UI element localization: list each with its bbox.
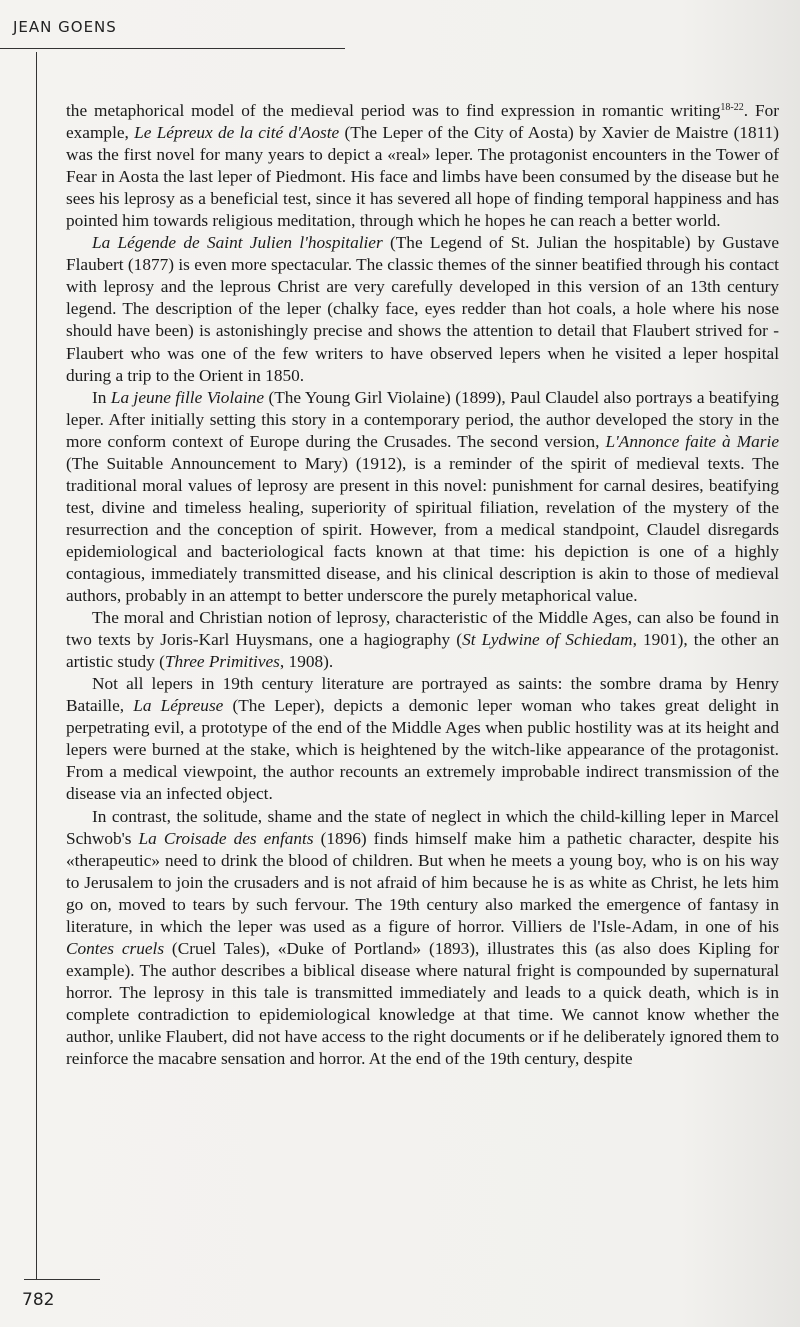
text-run: (1896) finds himself make him a pathetic character, despite his «therapeutic» need to drink the blood of children. But when he meets a young boy, who is on his way to Jerusalem to join the crusaders and is not afraid of him because he is as white as Christ, he lets him go on, moved to tears by such fervour. The 19th century also marked the emergence of fantasy in literature, in which the leper was used as a figure of horror. Villiers de l'Isle-Adam, in one of his <box>66 828 779 936</box>
italic-title: L'Annonce faite à Marie <box>605 431 779 451</box>
text-run: . For example, <box>66 101 780 143</box>
text-run: Not all lepers in 19th century literature are portrayed as saints: the sombre drama by Henry Bataille, <box>66 674 779 716</box>
citation-superscript: 18-22 <box>720 102 744 113</box>
text-run: (The Legend of St. Julian the hospitable) by Gustave Flaubert (1877) is even more spectacular. The classic themes of the sinner beatified through his contact with leprosy and the leprous Christ are very carefully developed in this version of an 13th century legend. The description of the leper (chalky face, eyes redder than hot coals, a hole where his nose should have been) is astonishingly precise and shows the attention to detail that Flaubert strived for - Flaubert who was one of the few writers to have observed lepers when he visited a leper hospital during a trip to the Orient in 1850. <box>66 233 779 385</box>
text-run: In contrast, the solitude, shame and the state of neglect in which the child-killing leper in Marcel Schwob's <box>66 806 779 848</box>
text-run: In <box>92 387 111 407</box>
paragraph <box>66 673 779 805</box>
paragraph <box>66 100 779 232</box>
header-rule <box>0 48 345 49</box>
text-run: The moral and Christian notion of leprosy, characteristic of the Middle Ages, can also be found in two texts by Joris-Karl Huysmans, one a hagiography ( <box>66 608 779 650</box>
text-run: (The Leper), depicts a demonic leper woman who takes great delight in perpetrating evil, a prototype of the end of the Middle Ages when public hostility was at its height and lepers were burned at the stake, which is heightened by the witch-like appearance of the protagonist. From a medical viewpoint, the author recounts an extremely improbable indirect transmission of the disease via an infected object. <box>66 696 779 804</box>
paragraph <box>66 806 779 1071</box>
text-run: (The Young Girl Violaine) (1899), Paul Claudel also portrays a beatifying leper. After initially setting this story in a contemporary period, the author developed the story in the more conform context of Europe during the Crusades. The second version, <box>66 387 779 451</box>
italic-title: Three Primitives <box>164 652 280 672</box>
text-run: (The Leper of the City of Aosta) by Xavier de Maistre (1811) was the first novel for many years to depict a «real» leper. The protagonist encounters in the Tower of Fear in Aosta the last leper of Piedmont. His face and limbs have been consumed by the disease but he sees his leprosy as a beneficial test, since it has severed all hope of finding temporal happiness and has pointed him towards religious meditation, through which he hopes he can reach a better world. <box>66 123 779 231</box>
page-number: 782 <box>22 1290 55 1310</box>
body-text <box>66 100 779 1070</box>
running-head: JEAN GOENS <box>13 18 117 36</box>
text-run: (Cruel Tales), «Duke of Portland» (1893), illustrates this (as also does Kipling for example). The author describes a biblical disease where natural fright is compounded by supernatural horror. The leprosy in this tale is transmitted immediately and leads to a quick death, which is in complete contradiction to epidemiological knowledge at that time. We cannot know whether the author, unlike Flaubert, did not have access to the right documents or if he deliberately ignored them to reinforce the macabre sensation and horror. At the end of the 19th century, despite <box>66 938 780 1069</box>
italic-title: St Lydwine of Schiedam <box>462 630 633 650</box>
text-run: , 1901), the other an artistic study ( <box>66 630 779 672</box>
paragraph <box>66 232 779 386</box>
text-run: the metaphorical model of the medieval period was to find expression in romantic writing <box>66 101 721 120</box>
text-run: (The Suitable Announcement to Mary) (1912), is a reminder of the spirit of medieval texts. The traditional moral values of leprosy are present in this novel: punishment for carnal desires, beatifying test, divine and timeless healing, superiority of spiritual filiation, revelation of the mystery of the resurrection and the conception of spirit. However, from a medical standpoint, Claudel disregards epidemiological and bacteriological facts known at that time: his depiction is one of a highly contagious, immediately transmitted disease, and his clinical description is akin to those of medieval authors, probably in an attempt to better underscore the purely metaphorical value. <box>66 453 779 606</box>
paragraph <box>66 607 779 673</box>
text-run: , 1908). <box>279 652 334 672</box>
italic-title: La Croisade des enfants <box>138 828 314 848</box>
italic-title: Contes cruels <box>66 938 165 958</box>
italic-title: Le Lépreux de la cité d'Aoste <box>134 123 340 143</box>
italic-title: La Légende de Saint Julien l'hospitalier <box>92 233 383 253</box>
italic-title: La jeune fille Violaine <box>110 387 264 407</box>
footer-rule <box>24 1279 100 1280</box>
margin-rule <box>36 52 37 1280</box>
italic-title: La Lépreuse <box>133 696 224 716</box>
paragraph <box>66 387 779 607</box>
